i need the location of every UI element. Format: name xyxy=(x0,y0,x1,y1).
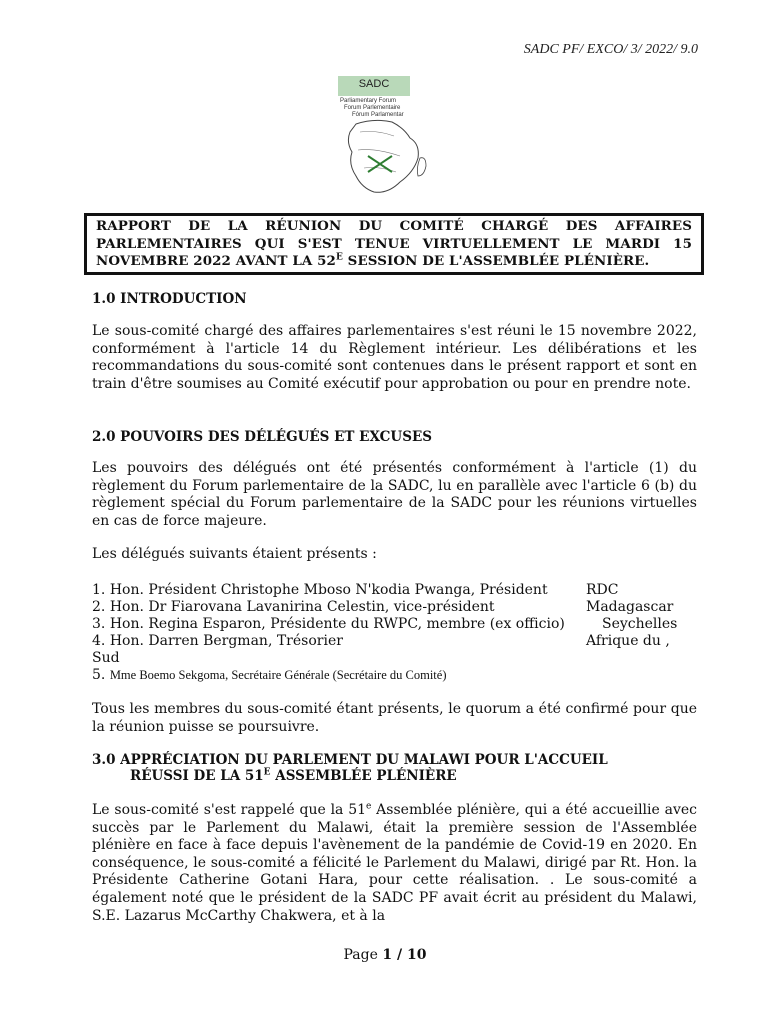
section-1-paragraph: Le sous-comité chargé des affaires parlementaires s'est réuni le 15 novembre 2022, conformément à l'article 14 du Règlement intérieur. Les délibérations et les recommandations du sous-comité sont contenues dans le présent rapport et sont en train d'être soumises au Comité exécutif pour approbation ou pour en prendre note. xyxy=(92,323,697,392)
logo-line-1: Parliamentary Forum xyxy=(340,98,397,104)
report-title: RAPPORT DE LA RÉUNION DU COMITÉ CHARGÉ DES AFFAIRES PARLEMENTAIRES QUI S'EST TENUE VIRTUELLEMENT LE MARDI 15 NOVEMBRE 2022 AVANT LA $52^E$ SESSION DE L'ASSEMBLÉE PLÉNIÈRE. xyxy=(96,218,692,269)
page-number: Page 1 / 10 xyxy=(343,947,427,963)
section-2-paragraph-3: Tous les membres du sous-comité étant présents, le quorum a été confirmé pour que la réunion puisse se poursuivre. xyxy=(92,701,697,735)
section-3-paragraph: Le sous-comité s'est rappelé que la 51e Assemblée plénière, qui a été accueillie avec succès par le Parlement du Malawi, était la première session de l'Assemblée plénière en face à face depuis l'avènement de la pandémie de Covid-19 en 2020. En conséquence, le sous-comité a félicité le Parlement du Malawi, dirigé par Rt. Hon. la Présidente Catherine Gotani Hara, pour cette réalisation. . Le sous-comité a également noté que le président de la SADC PF avait écrit au président du Malawi, S.E. Lazarus McCarthy Chakwera, et à la xyxy=(92,801,697,924)
logo-line-3: Fórum Parlamentar xyxy=(352,112,404,118)
delegate-item: 1. Hon. Président Christophe Mboso N'kodia Pwanga, Président RDC xyxy=(92,582,619,598)
report-title-box xyxy=(84,213,704,275)
logo-line-2: Forum Parlementaire xyxy=(344,105,401,111)
section-2-paragraph-2: Les délégués suivants étaient présents : xyxy=(92,546,377,562)
delegate-item: 4. Hon. Darren Bergman, Trésorier Afrique du , xyxy=(92,633,670,649)
delegate-country: Seychelles xyxy=(602,616,678,632)
delegate-item: 2. Hon. Dr Fiarovana Lavanirina Celestin, vice-président Madagascar xyxy=(92,599,674,615)
sadc-map-icon xyxy=(334,72,434,200)
sadc-pf-logo xyxy=(334,72,434,200)
section-3-heading: 3.0 APPRÉCIATION DU PARLEMENT DU MALAWI POUR L'ACCUEIL RÉUSSI DE LA $51^E$ ASSEMBLÉE PLÉNIÈRE xyxy=(92,752,608,784)
section-2-heading: 2.0 POUVOIRS DES DÉLÉGUÉS ET EXCUSES xyxy=(92,429,432,445)
section-2-paragraph-1: Les pouvoirs des délégués ont été présentés conformément à l'article (1) du règlement du Forum parlementaire de la SADC, lu en parallèle avec l'article 6 (b) du règlement spécial du Forum parlementaire de la SADC pour les réunions virtuelles en cas de force majeure. xyxy=(92,460,697,529)
delegate-country: RDC xyxy=(586,582,619,598)
logo-acronym: SADC xyxy=(358,78,390,90)
delegate-item: 5. Mme Boemo Sekgoma, Secrétaire Générale (Secrétaire du Comité) xyxy=(92,667,447,683)
document-reference: SADC PF/ EXCO/ 3/ 2022/ 9.0 xyxy=(523,42,698,57)
delegate-country: Afrique du , xyxy=(586,633,670,649)
delegate-country-continued: Sud xyxy=(92,650,120,666)
section-1-heading: 1.0 INTRODUCTION xyxy=(92,291,247,307)
delegate-item: 3. Hon. Regina Esparon, Présidente du RWPC, membre (ex officio) Seychelles xyxy=(92,616,678,632)
delegate-country: Madagascar xyxy=(586,599,674,615)
